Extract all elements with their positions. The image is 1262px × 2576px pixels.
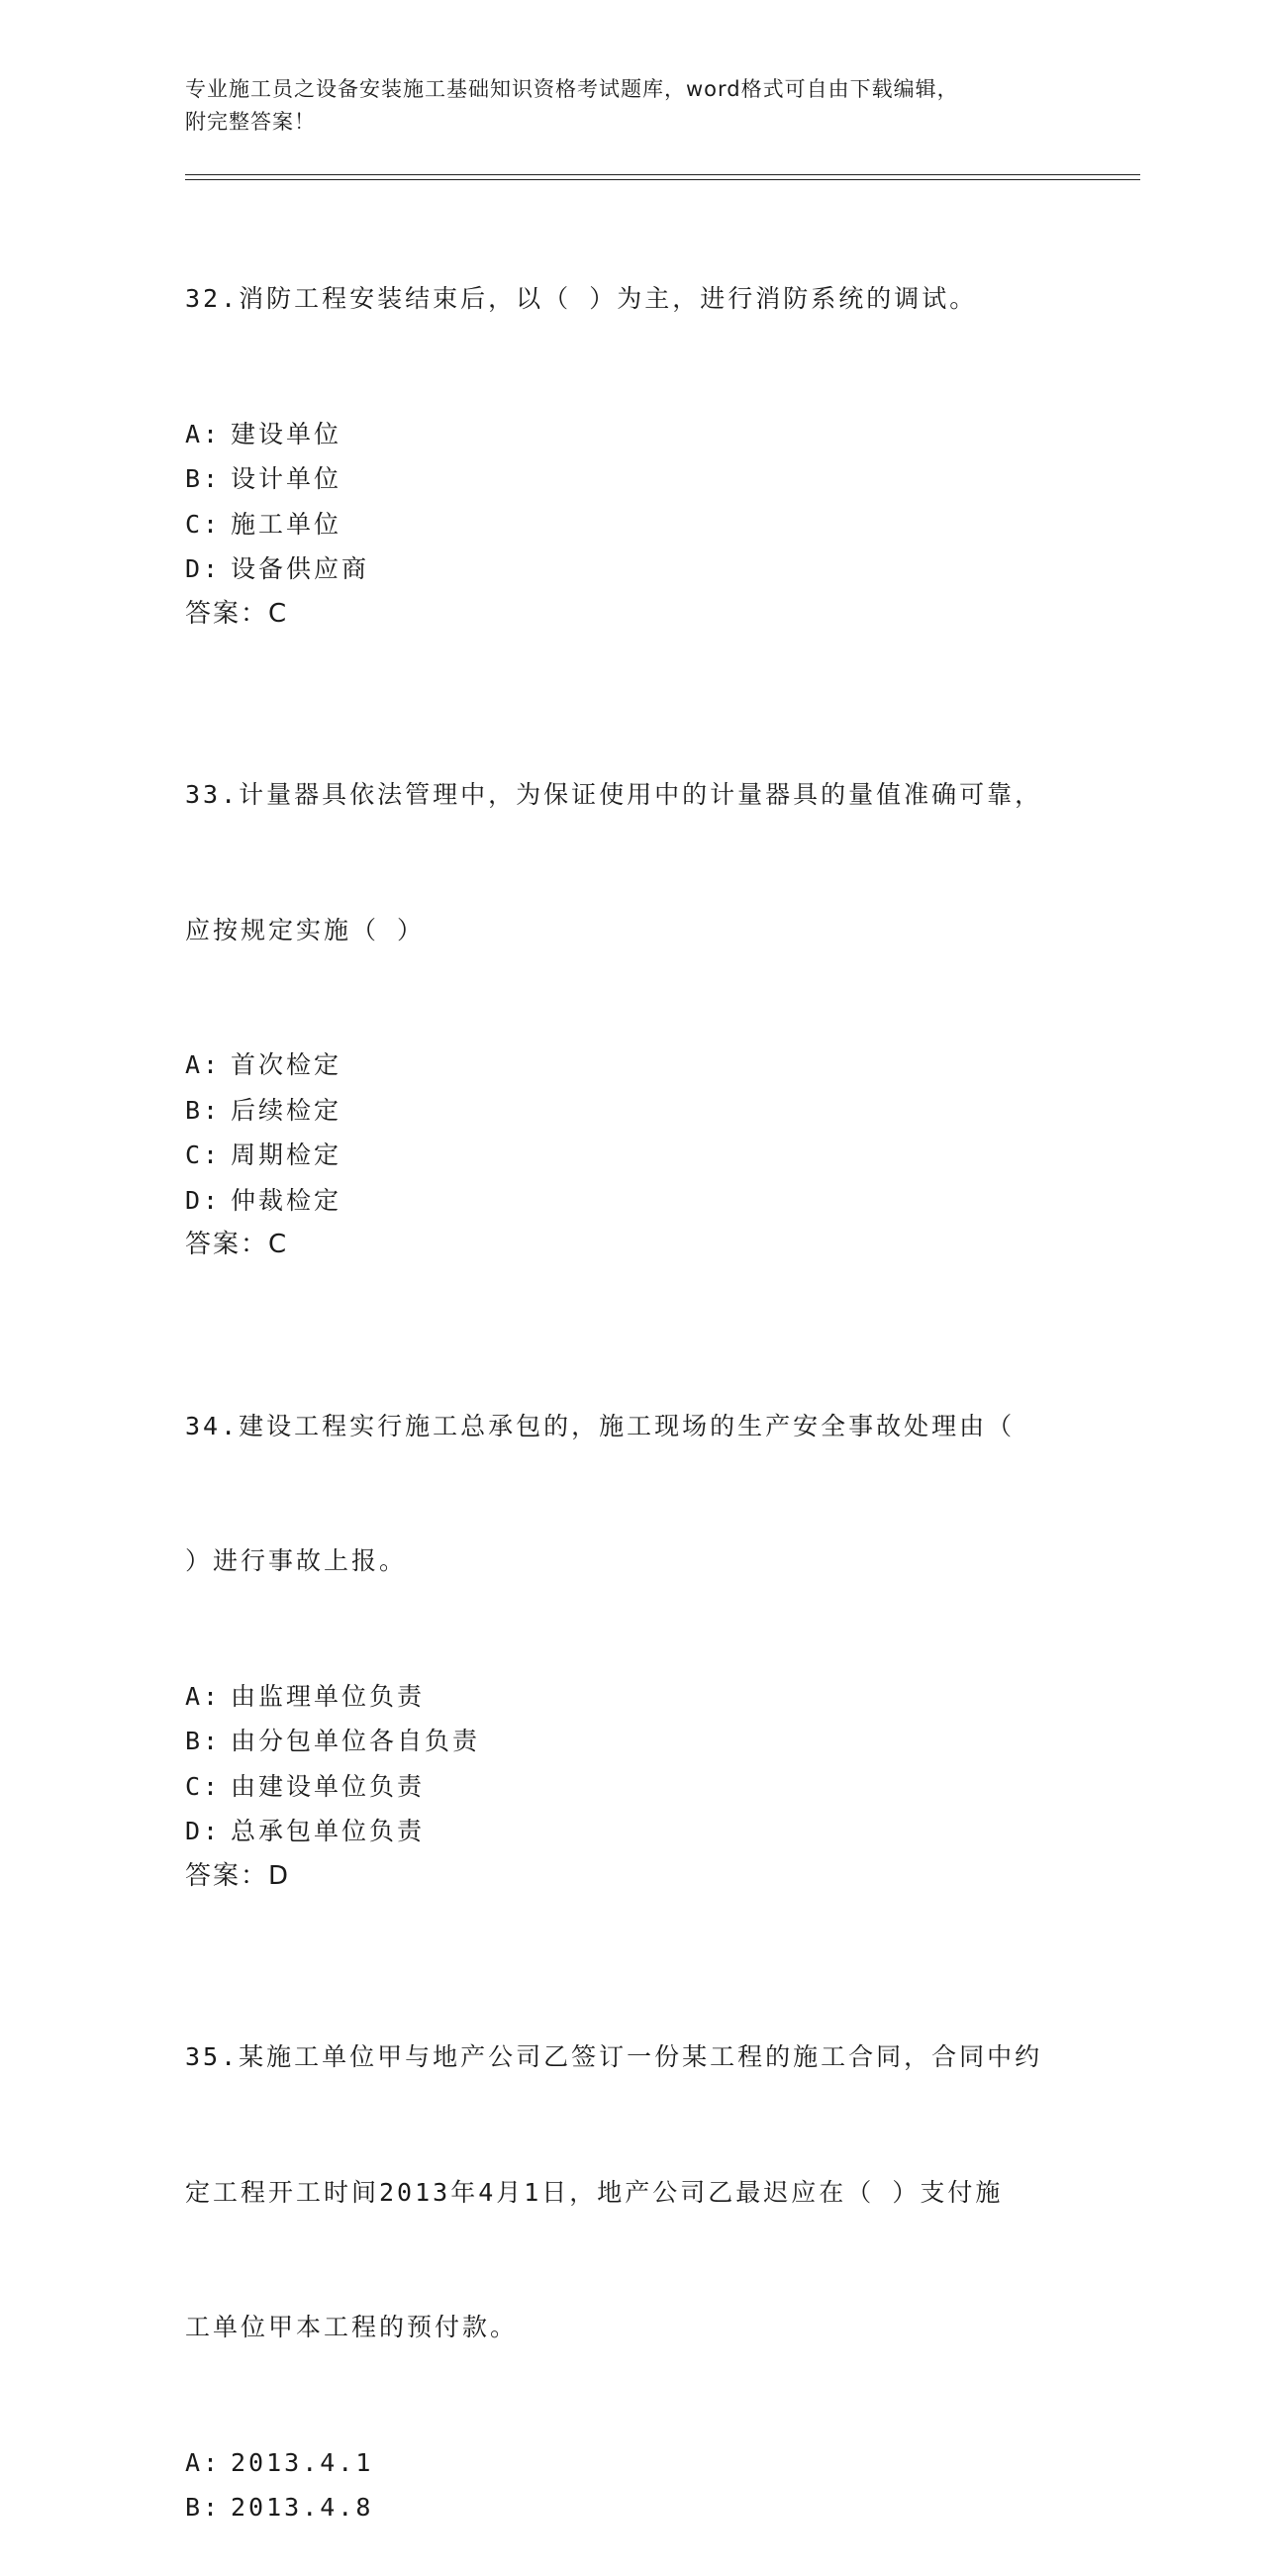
- option-text: 2013.4.8: [231, 2493, 374, 2522]
- option-text: 由建设单位负责: [231, 1771, 426, 1801]
- question-stem-line: 工单位甲本工程的预付款。: [185, 2313, 519, 2341]
- option-c: [185, 1133, 1076, 1178]
- option-letter: A:: [185, 2447, 222, 2477]
- option-letter: D:: [185, 554, 222, 583]
- option-text: 设备供应商: [231, 554, 370, 583]
- option-a: [185, 1042, 1076, 1088]
- option-letter: C:: [185, 1140, 222, 1169]
- option-letter: B:: [185, 1095, 222, 1125]
- question-stem-line: 35.某施工单位甲与地产公司乙签订一份某工程的施工合同，合同中约: [185, 2042, 1043, 2071]
- answer-line: [185, 592, 1076, 638]
- option-letter: B:: [185, 1727, 222, 1755]
- option-b: [185, 1088, 1076, 1134]
- option-text: 总承包单位负责: [231, 1817, 426, 1845]
- option-letter: C:: [185, 1771, 222, 1801]
- answer-line: [185, 1854, 1076, 1900]
- option-letter: A:: [185, 1681, 222, 1711]
- option-text: 2013.4.1: [231, 2447, 374, 2477]
- option-letter: D:: [185, 1817, 222, 1845]
- option-letter: D:: [185, 1185, 222, 1215]
- answer-value: D: [268, 1860, 291, 1891]
- answer-label: 答案：: [185, 1860, 269, 1891]
- question-stem-line: ）进行事故上报。: [185, 1546, 408, 1575]
- question-33: [185, 682, 1076, 1268]
- option-a: [185, 1674, 1076, 1720]
- answer-value: C: [268, 598, 289, 629]
- option-d: [185, 1178, 1076, 1224]
- question-stem: [185, 1314, 1076, 1674]
- answer-line: [185, 1223, 1076, 1268]
- question-stem: [185, 1944, 1076, 2440]
- answer-label: 答案：: [185, 598, 269, 629]
- option-text: 周期检定: [231, 1140, 342, 1169]
- option-d: [185, 1809, 1076, 1854]
- question-stem: [185, 682, 1076, 1042]
- option-text: 由分包单位各自负责: [231, 1727, 481, 1755]
- answer-label: 答案：: [185, 1230, 269, 1259]
- option-text: 后续检定: [231, 1095, 342, 1125]
- header-line-1: 专业施工员之设备安装施工基础知识资格考试题库，word格式可自由下载编辑，: [185, 77, 959, 101]
- question-stem-line: 应按规定实施（ ）: [185, 915, 426, 944]
- option-a: [185, 2440, 1076, 2486]
- option-d: [185, 546, 1076, 592]
- option-c: [185, 1764, 1076, 1810]
- option-letter: A:: [185, 1050, 222, 1079]
- header-line-2: 附完整答案！: [185, 110, 316, 134]
- option-a: [185, 412, 1076, 457]
- option-text: 设计单位: [231, 464, 342, 493]
- option-text: 建设单位: [231, 419, 342, 448]
- option-c: [185, 502, 1076, 547]
- question-stem-line: 34.建设工程实行施工总承包的，施工现场的生产安全事故处理由（: [185, 1411, 1016, 1440]
- question-stem: [185, 186, 1076, 412]
- question-34: [185, 1314, 1076, 1900]
- header-divider-bottom: [185, 179, 1140, 180]
- option-letter: C:: [185, 509, 222, 539]
- option-b: [185, 1719, 1076, 1764]
- option-text: 施工单位: [231, 509, 342, 539]
- option-letter: B:: [185, 464, 222, 493]
- option-b: [185, 456, 1076, 502]
- question-list: [185, 186, 1076, 2576]
- option-letter: B:: [185, 2493, 222, 2522]
- document-header: [185, 73, 1076, 139]
- question-35: [185, 1944, 1076, 2530]
- option-letter: A:: [185, 419, 222, 448]
- option-b: [185, 2485, 1076, 2530]
- question-stem-line: 32.消防工程安装结束后，以（ ）为主，进行消防系统的调试。: [185, 284, 978, 313]
- question-stem-line: 33.计量器具依法管理中，为保证使用中的计量器具的量值准确可靠，: [185, 780, 1043, 809]
- option-text: 由监理单位负责: [231, 1681, 426, 1711]
- question-stem-line: 定工程开工时间2013年4月1日，地产公司乙最迟应在（ ）支付施: [185, 2177, 1004, 2207]
- option-text: 仲裁检定: [231, 1185, 342, 1215]
- option-text: 首次检定: [231, 1050, 342, 1079]
- answer-value: C: [268, 1230, 289, 1259]
- header-divider-top: [185, 174, 1140, 175]
- question-32: [185, 186, 1076, 637]
